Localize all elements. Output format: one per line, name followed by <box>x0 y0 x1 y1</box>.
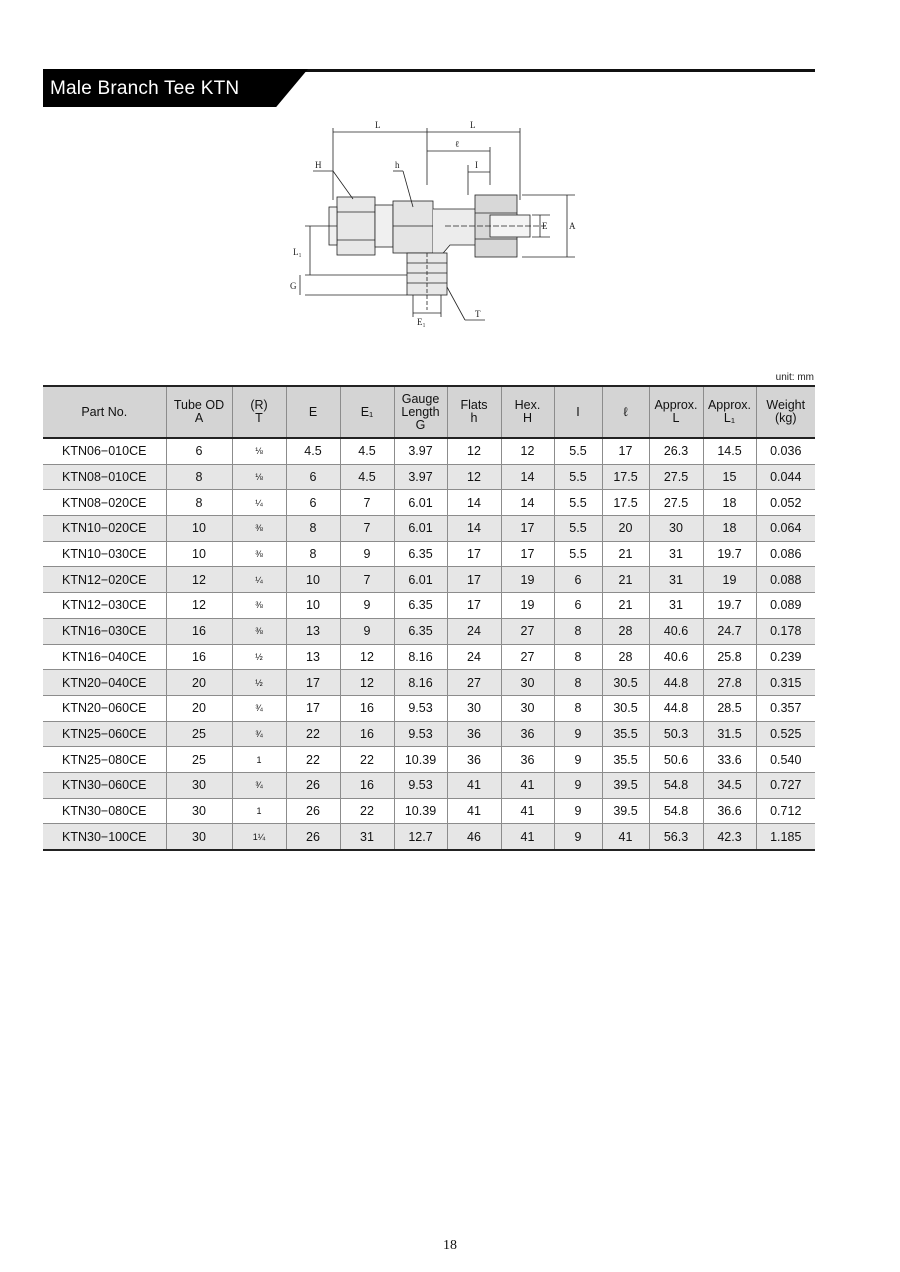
cell-e1: 12 <box>340 644 394 670</box>
table-row <box>43 593 815 619</box>
cell-ell: 17.5 <box>602 490 649 516</box>
cell-approx-l: 44.8 <box>649 670 703 696</box>
table-row <box>43 541 815 567</box>
cell-flats: 17 <box>447 541 501 567</box>
cell-tube-od: 16 <box>166 618 232 644</box>
cell-thread-t: ¼ <box>232 567 286 593</box>
cell-tube-od: 25 <box>166 721 232 747</box>
column-header-weight <box>756 386 815 438</box>
page-number: 18 <box>443 1238 457 1253</box>
cell-approx-l1: 19.7 <box>703 593 756 619</box>
table-row <box>43 464 815 490</box>
cell-flats: 14 <box>447 490 501 516</box>
cell-ell: 41 <box>602 824 649 850</box>
cell-flats: 14 <box>447 516 501 542</box>
cell-approx-l1: 31.5 <box>703 721 756 747</box>
fitting-drawing <box>285 115 585 327</box>
cell-hex: 14 <box>501 464 554 490</box>
cell-weight: 0.089 <box>756 593 815 619</box>
column-header-line: Gauge <box>401 391 440 406</box>
column-header-hex <box>501 386 554 438</box>
table-row <box>43 438 815 464</box>
cell-thread-t: ⅛ <box>232 464 286 490</box>
cell-tube-od: 8 <box>166 490 232 516</box>
dim-label-T: T <box>475 309 481 319</box>
cell-i: 8 <box>554 670 602 696</box>
dim-label-E1: E₁ <box>417 317 426 327</box>
cell-e1: 9 <box>340 541 394 567</box>
table-row <box>43 695 815 721</box>
cell-hex: 41 <box>501 824 554 850</box>
cell-approx-l1: 25.8 <box>703 644 756 670</box>
column-header-gauge-length <box>394 386 447 438</box>
column-header-approx-l <box>649 386 703 438</box>
cell-flats: 17 <box>447 593 501 619</box>
cell-weight: 1.185 <box>756 824 815 850</box>
cell-approx-l: 44.8 <box>649 695 703 721</box>
cell-gauge-length: 12.7 <box>394 824 447 850</box>
cell-weight: 0.315 <box>756 670 815 696</box>
cell-hex: 36 <box>501 747 554 773</box>
column-header-flats <box>447 386 501 438</box>
cell-gauge-length: 6.01 <box>394 490 447 516</box>
cell-weight: 0.064 <box>756 516 815 542</box>
cell-hex: 17 <box>501 541 554 567</box>
cell-e1: 22 <box>340 798 394 824</box>
cell-e1: 7 <box>340 490 394 516</box>
cell-hex: 27 <box>501 644 554 670</box>
cell-e1: 4.5 <box>340 464 394 490</box>
cell-approx-l1: 28.5 <box>703 695 756 721</box>
cell-hex: 41 <box>501 798 554 824</box>
cell-approx-l: 54.8 <box>649 772 703 798</box>
cell-hex: 27 <box>501 618 554 644</box>
cell-approx-l: 27.5 <box>649 490 703 516</box>
cell-flats: 30 <box>447 695 501 721</box>
cell-e: 26 <box>286 798 340 824</box>
cell-approx-l: 27.5 <box>649 464 703 490</box>
cell-ell: 30.5 <box>602 670 649 696</box>
cell-weight: 0.712 <box>756 798 815 824</box>
dim-label-ell: ℓ <box>455 139 460 149</box>
cell-tube-od: 12 <box>166 593 232 619</box>
table-row <box>43 567 815 593</box>
cell-hex: 36 <box>501 721 554 747</box>
cell-flats: 24 <box>447 618 501 644</box>
cell-gauge-length: 6.35 <box>394 541 447 567</box>
cell-approx-l: 26.3 <box>649 438 703 464</box>
cell-e1: 16 <box>340 772 394 798</box>
column-header-line: G <box>415 417 426 432</box>
cell-thread-t: ⅛ <box>232 438 286 464</box>
cell-approx-l: 30 <box>649 516 703 542</box>
cell-e: 8 <box>286 516 340 542</box>
cell-i: 6 <box>554 593 602 619</box>
column-header-line: (R) <box>250 398 268 412</box>
cell-e1: 9 <box>340 618 394 644</box>
cell-approx-l1: 42.3 <box>703 824 756 850</box>
cell-approx-l: 50.3 <box>649 721 703 747</box>
cell-tube-od: 30 <box>166 824 232 850</box>
cell-tube-od: 12 <box>166 567 232 593</box>
column-header-line: H <box>522 411 533 425</box>
cell-flats: 41 <box>447 798 501 824</box>
cell-approx-l1: 18 <box>703 490 756 516</box>
cell-ell: 28 <box>602 644 649 670</box>
cell-part-no: KTN12−020CE <box>43 567 166 593</box>
cell-approx-l: 40.6 <box>649 618 703 644</box>
cell-thread-t: ⅜ <box>232 516 286 542</box>
cell-approx-l1: 24.7 <box>703 618 756 644</box>
cell-part-no: KTN10−030CE <box>43 541 166 567</box>
cell-e: 8 <box>286 541 340 567</box>
column-header-line: L <box>672 411 680 425</box>
cell-flats: 12 <box>447 438 501 464</box>
cell-part-no: KTN30−060CE <box>43 772 166 798</box>
column-header-part-no <box>43 386 166 438</box>
cell-i: 5.5 <box>554 541 602 567</box>
cell-e: 22 <box>286 721 340 747</box>
cell-part-no: KTN25−080CE <box>43 747 166 773</box>
cell-approx-l1: 36.6 <box>703 798 756 824</box>
cell-part-no: KTN16−030CE <box>43 618 166 644</box>
cell-flats: 24 <box>447 644 501 670</box>
cell-flats: 36 <box>447 721 501 747</box>
cell-e1: 4.5 <box>340 438 394 464</box>
cell-approx-l: 56.3 <box>649 824 703 850</box>
cell-e1: 22 <box>340 747 394 773</box>
column-header-ell <box>602 386 649 438</box>
cell-thread-t: 1¼ <box>232 824 286 850</box>
column-header-e <box>286 386 340 438</box>
cell-gauge-length: 6.01 <box>394 567 447 593</box>
cell-i: 5.5 <box>554 490 602 516</box>
column-header-line: Tube OD <box>173 398 225 412</box>
cell-e1: 16 <box>340 695 394 721</box>
column-header-line: Flats <box>460 398 488 412</box>
cell-gauge-length: 9.53 <box>394 721 447 747</box>
cell-e: 10 <box>286 567 340 593</box>
cell-gauge-length: 10.39 <box>394 747 447 773</box>
cell-part-no: KTN30−100CE <box>43 824 166 850</box>
cell-part-no: KTN12−030CE <box>43 593 166 619</box>
cell-e1: 31 <box>340 824 394 850</box>
cell-part-no: KTN08−020CE <box>43 490 166 516</box>
cell-i: 8 <box>554 618 602 644</box>
unit-label: unit: mm <box>775 372 814 383</box>
table-row <box>43 747 815 773</box>
cell-e: 13 <box>286 644 340 670</box>
cell-e1: 12 <box>340 670 394 696</box>
cell-ell: 20 <box>602 516 649 542</box>
column-header-line: I <box>576 404 580 419</box>
cell-weight: 0.036 <box>756 438 815 464</box>
cell-e: 26 <box>286 772 340 798</box>
cell-hex: 19 <box>501 567 554 593</box>
dimensions-table <box>43 385 815 851</box>
column-header-e1 <box>340 386 394 438</box>
cell-tube-od: 16 <box>166 644 232 670</box>
cell-thread-t: 1 <box>232 798 286 824</box>
cell-part-no: KTN08−010CE <box>43 464 166 490</box>
cell-e: 22 <box>286 747 340 773</box>
cell-ell: 39.5 <box>602 772 649 798</box>
dim-label-L1: L₁ <box>293 247 302 257</box>
cell-thread-t: ½ <box>232 670 286 696</box>
table-row <box>43 644 815 670</box>
cell-ell: 28 <box>602 618 649 644</box>
column-header-tube-od <box>166 386 232 438</box>
column-header-line: E₁ <box>360 404 374 419</box>
cell-tube-od: 10 <box>166 541 232 567</box>
cell-part-no: KTN30−080CE <box>43 798 166 824</box>
cell-thread-t: ¾ <box>232 721 286 747</box>
cell-part-no: KTN20−040CE <box>43 670 166 696</box>
cell-gauge-length: 3.97 <box>394 464 447 490</box>
table-row <box>43 772 815 798</box>
column-header-i <box>554 386 602 438</box>
cell-hex: 14 <box>501 490 554 516</box>
cell-hex: 41 <box>501 772 554 798</box>
cell-i: 5.5 <box>554 464 602 490</box>
cell-i: 8 <box>554 695 602 721</box>
cell-approx-l1: 14.5 <box>703 438 756 464</box>
column-header-line: T <box>255 411 263 425</box>
column-header-line: Approx. <box>707 398 752 412</box>
cell-thread-t: ⅜ <box>232 593 286 619</box>
cell-i: 9 <box>554 747 602 773</box>
cell-weight: 0.178 <box>756 618 815 644</box>
cell-flats: 17 <box>447 567 501 593</box>
cell-approx-l1: 34.5 <box>703 772 756 798</box>
cell-hex: 19 <box>501 593 554 619</box>
cell-flats: 12 <box>447 464 501 490</box>
cell-tube-od: 6 <box>166 438 232 464</box>
cell-ell: 35.5 <box>602 721 649 747</box>
cell-e: 4.5 <box>286 438 340 464</box>
cell-hex: 30 <box>501 695 554 721</box>
cell-ell: 21 <box>602 593 649 619</box>
cell-e: 6 <box>286 464 340 490</box>
column-header-line: Hex. <box>514 398 541 412</box>
cell-tube-od: 30 <box>166 798 232 824</box>
cell-approx-l1: 19.7 <box>703 541 756 567</box>
cell-gauge-length: 6.35 <box>394 593 447 619</box>
cell-part-no: KTN16−040CE <box>43 644 166 670</box>
cell-ell: 21 <box>602 541 649 567</box>
table-row <box>43 670 815 696</box>
cell-i: 9 <box>554 824 602 850</box>
cell-gauge-length: 10.39 <box>394 798 447 824</box>
cell-weight: 0.044 <box>756 464 815 490</box>
cell-tube-od: 25 <box>166 747 232 773</box>
page-title: Male Branch Tee KTN <box>50 78 240 99</box>
cell-approx-l: 54.8 <box>649 798 703 824</box>
cell-weight: 0.086 <box>756 541 815 567</box>
cell-thread-t: ¼ <box>232 490 286 516</box>
cell-thread-t: ¾ <box>232 695 286 721</box>
cell-e1: 7 <box>340 567 394 593</box>
table-row <box>43 798 815 824</box>
column-header-line: A <box>194 411 204 425</box>
cell-e1: 7 <box>340 516 394 542</box>
column-header-thread-t <box>232 386 286 438</box>
cell-i: 5.5 <box>554 438 602 464</box>
dim-label-H: H <box>315 160 322 170</box>
cell-i: 9 <box>554 798 602 824</box>
column-header-line: (kg) <box>774 411 797 425</box>
cell-thread-t: ⅜ <box>232 618 286 644</box>
cell-approx-l1: 15 <box>703 464 756 490</box>
column-header-line: ℓ <box>623 404 628 419</box>
cell-weight: 0.239 <box>756 644 815 670</box>
cell-part-no: KTN06−010CE <box>43 438 166 464</box>
cell-e1: 9 <box>340 593 394 619</box>
table-row <box>43 721 815 747</box>
dim-label-G: G <box>290 281 297 291</box>
cell-e: 17 <box>286 695 340 721</box>
dim-label-I: I <box>475 160 478 170</box>
cell-ell: 35.5 <box>602 747 649 773</box>
cell-weight: 0.525 <box>756 721 815 747</box>
column-header-approx-l1 <box>703 386 756 438</box>
cell-gauge-length: 6.35 <box>394 618 447 644</box>
column-header-line: Part No. <box>81 404 128 419</box>
dim-label-L-left: L <box>375 120 381 130</box>
cell-gauge-length: 6.01 <box>394 516 447 542</box>
cell-hex: 30 <box>501 670 554 696</box>
cell-gauge-length: 3.97 <box>394 438 447 464</box>
cell-flats: 27 <box>447 670 501 696</box>
cell-i: 6 <box>554 567 602 593</box>
cell-e: 13 <box>286 618 340 644</box>
cell-part-no: KTN25−060CE <box>43 721 166 747</box>
cell-approx-l1: 19 <box>703 567 756 593</box>
dim-label-A: A <box>569 221 576 231</box>
dim-label-E: E <box>542 221 548 231</box>
cell-part-no: KTN20−060CE <box>43 695 166 721</box>
cell-approx-l1: 27.8 <box>703 670 756 696</box>
table-header-row <box>43 386 815 438</box>
cell-weight: 0.052 <box>756 490 815 516</box>
cell-thread-t: ⅜ <box>232 541 286 567</box>
cell-e: 17 <box>286 670 340 696</box>
cell-hex: 12 <box>501 438 554 464</box>
cell-part-no: KTN10−020CE <box>43 516 166 542</box>
dim-label-L-right: L <box>470 120 476 130</box>
column-header-line: L₁ <box>723 411 736 425</box>
column-header-line: Length <box>401 404 440 419</box>
cell-thread-t: 1 <box>232 747 286 773</box>
cell-tube-od: 10 <box>166 516 232 542</box>
cell-approx-l: 40.6 <box>649 644 703 670</box>
column-header-line: h <box>470 411 478 425</box>
cell-weight: 0.088 <box>756 567 815 593</box>
cell-approx-l1: 18 <box>703 516 756 542</box>
cell-thread-t: ¾ <box>232 772 286 798</box>
table-row <box>43 490 815 516</box>
cell-ell: 17.5 <box>602 464 649 490</box>
cell-gauge-length: 8.16 <box>394 644 447 670</box>
cell-ell: 21 <box>602 567 649 593</box>
table-row <box>43 618 815 644</box>
cell-thread-t: ½ <box>232 644 286 670</box>
cell-ell: 30.5 <box>602 695 649 721</box>
cell-tube-od: 20 <box>166 695 232 721</box>
cell-flats: 46 <box>447 824 501 850</box>
cell-i: 5.5 <box>554 516 602 542</box>
cell-flats: 41 <box>447 772 501 798</box>
cell-i: 9 <box>554 772 602 798</box>
cell-approx-l: 31 <box>649 593 703 619</box>
cell-gauge-length: 8.16 <box>394 670 447 696</box>
cell-weight: 0.727 <box>756 772 815 798</box>
column-header-line: Approx. <box>654 398 698 412</box>
cell-i: 9 <box>554 721 602 747</box>
dim-label-h: h <box>395 160 400 170</box>
cell-ell: 39.5 <box>602 798 649 824</box>
cell-e: 26 <box>286 824 340 850</box>
table-row <box>43 824 815 850</box>
cell-e: 6 <box>286 490 340 516</box>
cell-hex: 17 <box>501 516 554 542</box>
cell-i: 8 <box>554 644 602 670</box>
cell-tube-od: 20 <box>166 670 232 696</box>
column-header-line: Weight <box>766 398 806 412</box>
cell-tube-od: 8 <box>166 464 232 490</box>
male-branch-tee-diagram <box>285 115 585 327</box>
cell-ell: 17 <box>602 438 649 464</box>
cell-approx-l: 31 <box>649 567 703 593</box>
column-header-line: E <box>308 404 318 419</box>
cell-weight: 0.357 <box>756 695 815 721</box>
cell-e1: 16 <box>340 721 394 747</box>
cell-weight: 0.540 <box>756 747 815 773</box>
cell-gauge-length: 9.53 <box>394 772 447 798</box>
cell-approx-l: 50.6 <box>649 747 703 773</box>
table-body <box>43 438 815 850</box>
cell-e: 10 <box>286 593 340 619</box>
cell-approx-l1: 33.6 <box>703 747 756 773</box>
cell-gauge-length: 9.53 <box>394 695 447 721</box>
cell-tube-od: 30 <box>166 772 232 798</box>
cell-approx-l: 31 <box>649 541 703 567</box>
table-row <box>43 516 815 542</box>
cell-flats: 36 <box>447 747 501 773</box>
